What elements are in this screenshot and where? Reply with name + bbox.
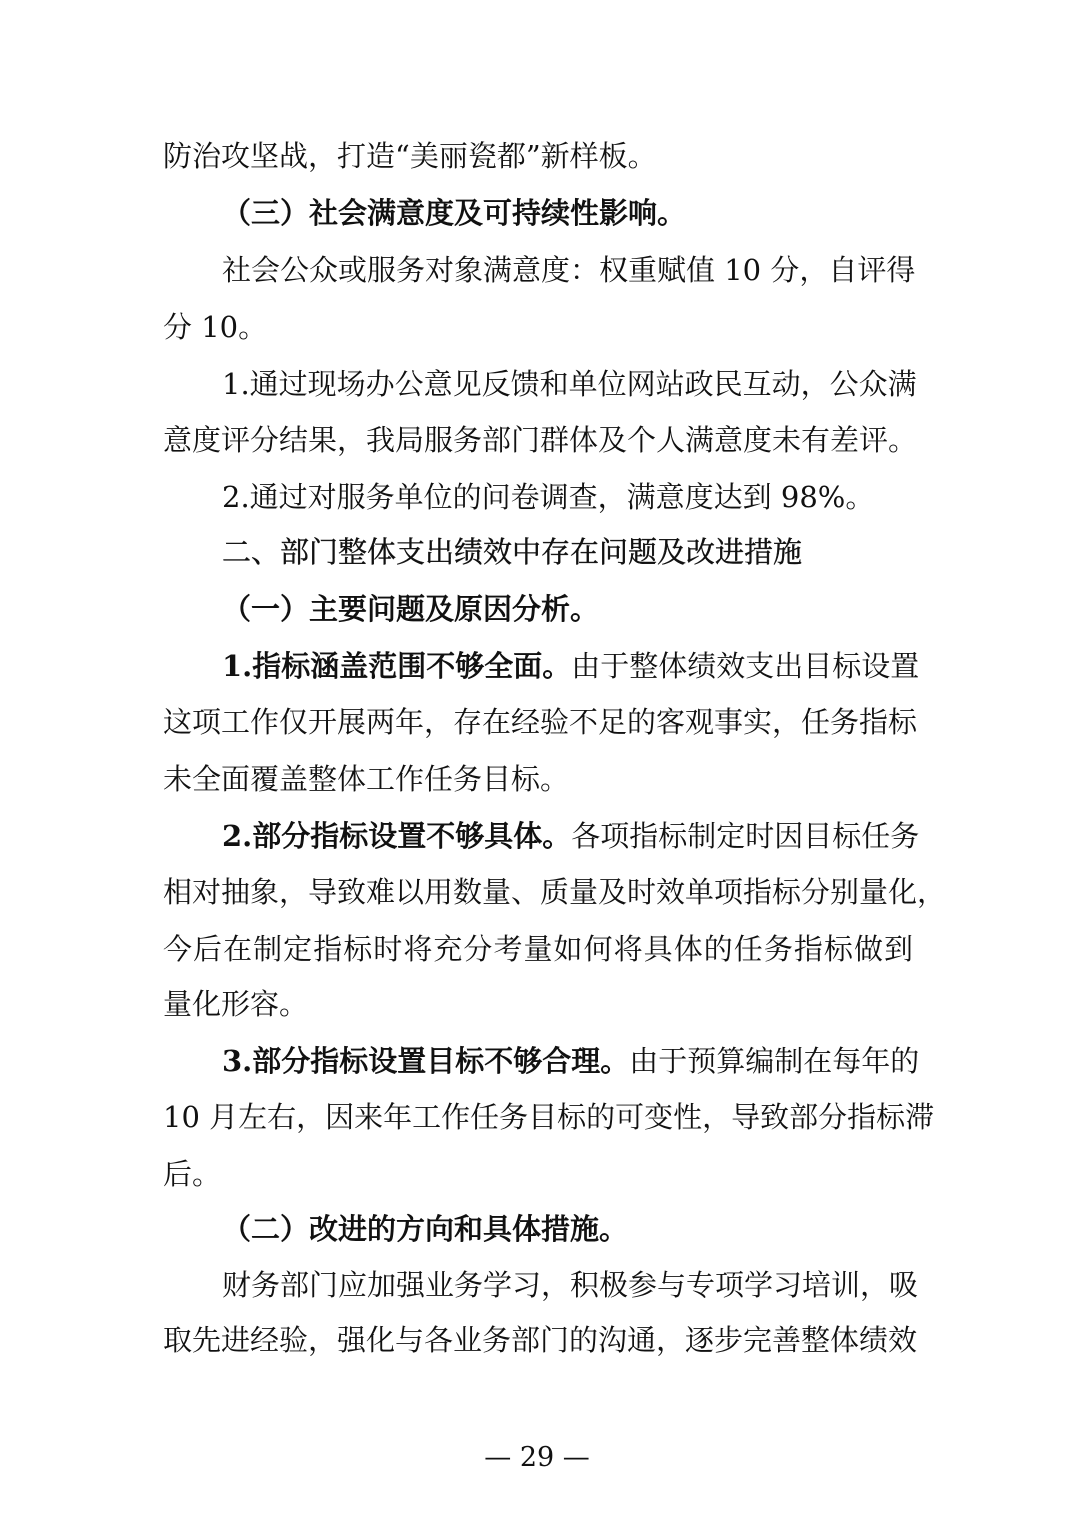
paragraph-line: 未全面覆盖整体工作任务目标。	[163, 762, 570, 796]
paragraph-line: 1.通过现场办公意见反馈和单位网站政民互动，公众满	[222, 367, 917, 401]
paragraph-line: 这项工作仅开展两年，存在经验不足的客观事实，任务指标	[163, 705, 918, 739]
section-heading-2: 二、部门整体支出绩效中存在问题及改进措施	[222, 535, 803, 569]
paragraph-line: 社会公众或服务对象满意度：权重赋值 10 分，自评得	[222, 253, 916, 287]
paragraph-line: 量化形容。	[163, 987, 309, 1021]
paragraph-line: 今后在制定指标时将充分考量如何将具体的任务指标做到	[163, 932, 913, 966]
section-heading-3: （三）社会满意度及可持续性影响。	[222, 196, 687, 230]
paragraph-line: 2.通过对服务单位的问卷调查，满意度达到 98%。	[222, 480, 875, 514]
problem-2-line	[222, 818, 920, 854]
subsection-heading: （一）主要问题及原因分析。	[222, 592, 600, 626]
paragraph-line: 相对抽象，导致难以用数量、质量及时效单项指标分别量化，	[163, 875, 947, 909]
problem-2-title: 2.部分指标设置不够具体。	[222, 819, 572, 853]
paragraph-line: 后。	[163, 1157, 222, 1191]
problem-3-line	[222, 1043, 920, 1079]
paragraph-line: 意度评分结果，我局服务部门群体及个人满意度未有差评。	[163, 423, 918, 457]
problem-3-text: 由于预算编制在每年的	[629, 1044, 920, 1078]
paragraph-line: 财务部门应加强业务学习，积极参与专项学习培训，吸	[222, 1268, 919, 1302]
paragraph-line: 分 10。	[163, 310, 268, 344]
paragraph-line: 取先进经验，强化与各业务部门的沟通，逐步完善整体绩效	[163, 1323, 918, 1357]
problem-3-title: 3.部分指标设置目标不够合理。	[222, 1044, 630, 1078]
subsection-heading: （二）改进的方向和具体措施。	[222, 1212, 629, 1246]
paragraph-line: 防治攻坚战，打造“美丽瓷都”新样板。	[163, 139, 657, 173]
problem-2-text: 各项指标制定时因目标任务	[571, 819, 920, 853]
page-number: — 29 —	[484, 1442, 590, 1473]
paragraph-line: 10 月左右，因来年工作任务目标的可变性，导致部分指标滞	[163, 1100, 935, 1134]
problem-1-title: 1.指标涵盖范围不够全面。	[222, 649, 572, 683]
problem-1-line	[222, 648, 920, 684]
problem-1-text: 由于整体绩效支出目标设置	[571, 649, 920, 683]
